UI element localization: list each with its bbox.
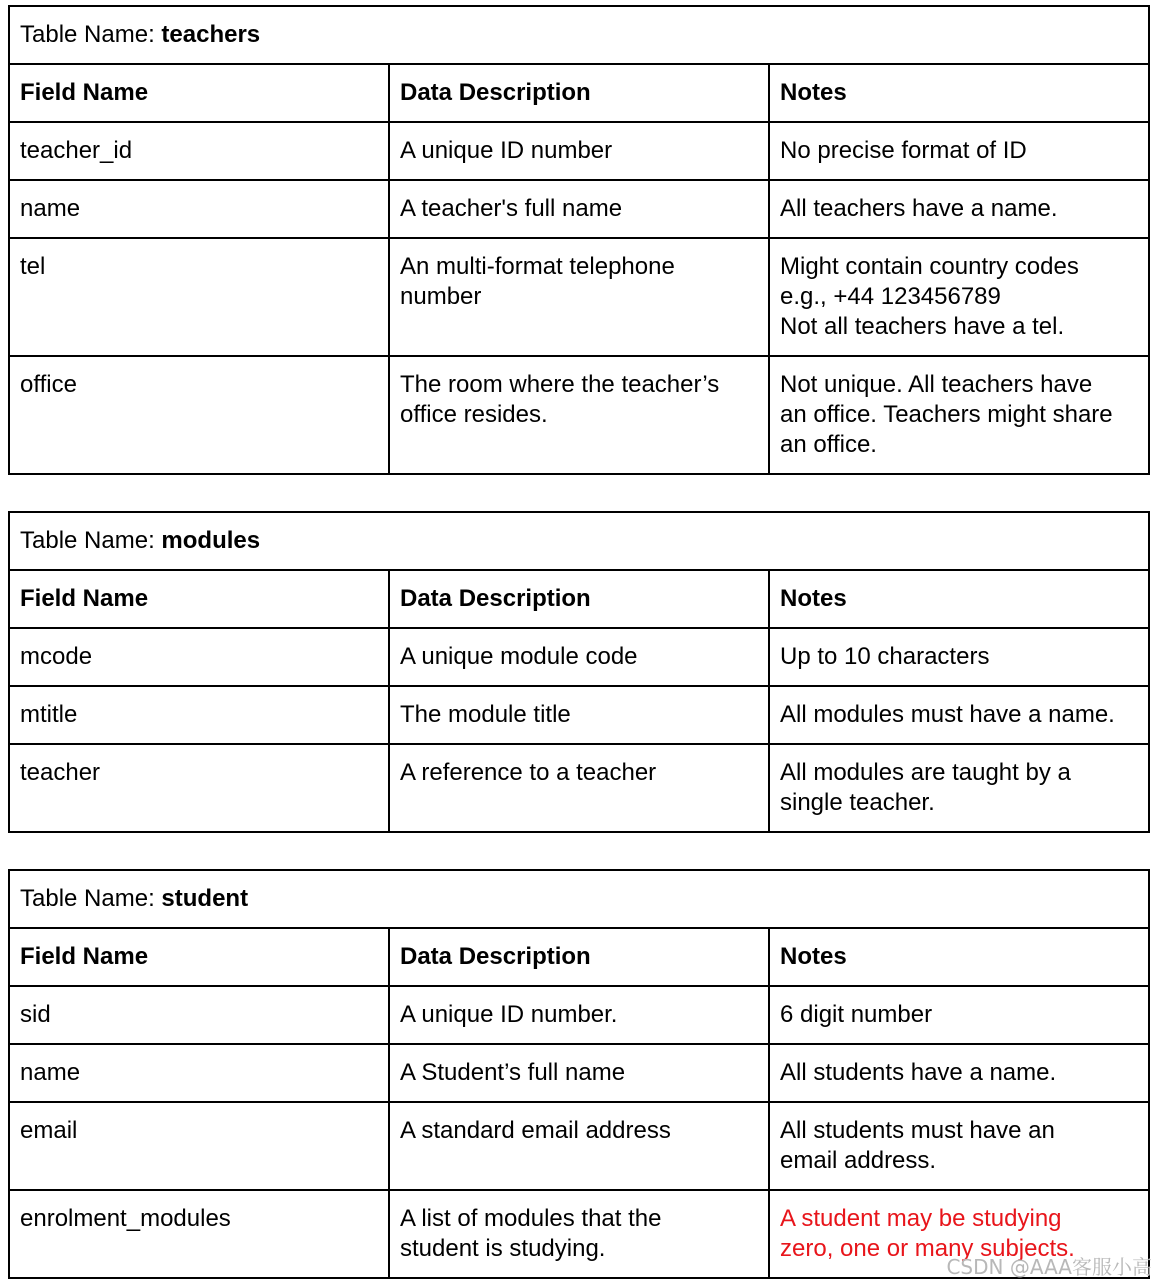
watermark: CSDN @AAA客服小高 [946,1255,1152,1279]
table-title-name: teachers [161,21,261,48]
table-row [9,986,1149,1044]
table-row [9,238,1149,356]
field-cell: enrolment_modules [9,1190,389,1278]
table-title-row [9,870,1149,928]
description-line: A unique ID number [400,137,613,164]
description-line: A reference to a teacher [400,759,657,786]
table-row [9,356,1149,474]
table-row [9,180,1149,238]
notes-line: Not all teachers have a tel. [780,313,1065,340]
table-title-row [9,6,1149,64]
description-line: A Student’s full name [400,1059,626,1086]
description-cell [389,686,769,744]
notes-line: All students must have an [780,1117,1055,1144]
table-title-prefix: Table Name: [20,885,162,912]
notes-line: All modules are taught by a [780,759,1071,786]
header-notes: Notes [769,64,1149,122]
notes-line: an office. Teachers might share [780,401,1113,428]
description-line: office resides. [400,401,548,428]
header-row [9,64,1149,122]
description-cell [389,1102,769,1190]
modules-table [8,511,1150,833]
notes-line: No precise format of ID [780,137,1027,164]
description-cell [389,628,769,686]
description-line: The room where the teacher’s [400,371,720,398]
description-line: The module title [400,701,571,728]
notes-line: Might contain country codes [780,253,1079,280]
notes-line: e.g., +44 123456789 [780,283,1001,310]
field-cell: tel [9,238,389,356]
notes-cell [769,356,1149,474]
header-field-name: Field Name [9,928,389,986]
header-data-description: Data Description [389,928,769,986]
table-title [9,870,1149,928]
field-cell: name [9,180,389,238]
header-data-description: Data Description [389,570,769,628]
table-title-prefix: Table Name: [20,21,162,48]
description-cell [389,986,769,1044]
table-row [9,628,1149,686]
notes-line: an office. [780,431,877,458]
notes-line: zero, one or many subjects. [780,1235,1075,1262]
field-cell: mcode [9,628,389,686]
notes-cell-highlighted [769,1190,1149,1278]
description-line: A unique module code [400,643,638,670]
header-row [9,928,1149,986]
table-row [9,744,1149,832]
notes-line: Not unique. All teachers have [780,371,1093,398]
student-table [8,869,1150,1279]
table-row [9,1044,1149,1102]
table-title [9,6,1149,64]
teachers-table [8,5,1150,475]
notes-cell [769,1102,1149,1190]
notes-cell [769,180,1149,238]
table-title-prefix: Table Name: [20,527,162,554]
header-field-name: Field Name [9,64,389,122]
notes-line: single teacher. [780,789,935,816]
notes-cell [769,628,1149,686]
notes-line: 6 digit number [780,1001,933,1028]
notes-line: email address. [780,1147,937,1174]
field-cell: teacher_id [9,122,389,180]
table-row [9,1190,1149,1278]
table-title-name: student [161,885,249,912]
field-cell: mtitle [9,686,389,744]
notes-line: All teachers have a name. [780,195,1058,222]
header-notes: Notes [769,570,1149,628]
field-cell: sid [9,986,389,1044]
header-field-name: Field Name [9,570,389,628]
field-cell: office [9,356,389,474]
field-cell: name [9,1044,389,1102]
table-title-name: modules [161,527,261,554]
description-line: number [400,283,482,310]
table-row [9,1102,1149,1190]
field-cell: teacher [9,744,389,832]
notes-line: All modules must have a name. [780,701,1115,728]
table-title [9,512,1149,570]
description-line: student is studying. [400,1235,606,1262]
header-notes: Notes [769,928,1149,986]
description-cell [389,122,769,180]
description-line: A teacher's full name [400,195,623,222]
notes-line: All students have a name. [780,1059,1057,1086]
description-cell [389,356,769,474]
description-cell [389,744,769,832]
description-line: A unique ID number. [400,1001,618,1028]
table-title-row [9,512,1149,570]
description-cell [389,238,769,356]
notes-cell [769,238,1149,356]
description-cell [389,180,769,238]
notes-line: Up to 10 characters [780,643,990,670]
notes-cell [769,686,1149,744]
notes-cell [769,986,1149,1044]
description-line: An multi-format telephone [400,253,675,280]
notes-cell [769,122,1149,180]
notes-cell [769,744,1149,832]
table-row [9,686,1149,744]
notes-cell [769,1044,1149,1102]
description-cell [389,1044,769,1102]
description-line: A standard email address [400,1117,671,1144]
notes-line: A student may be studying [780,1205,1062,1232]
field-cell: email [9,1102,389,1190]
header-row [9,570,1149,628]
description-line: A list of modules that the [400,1205,662,1232]
description-cell [389,1190,769,1278]
header-data-description: Data Description [389,64,769,122]
table-row [9,122,1149,180]
